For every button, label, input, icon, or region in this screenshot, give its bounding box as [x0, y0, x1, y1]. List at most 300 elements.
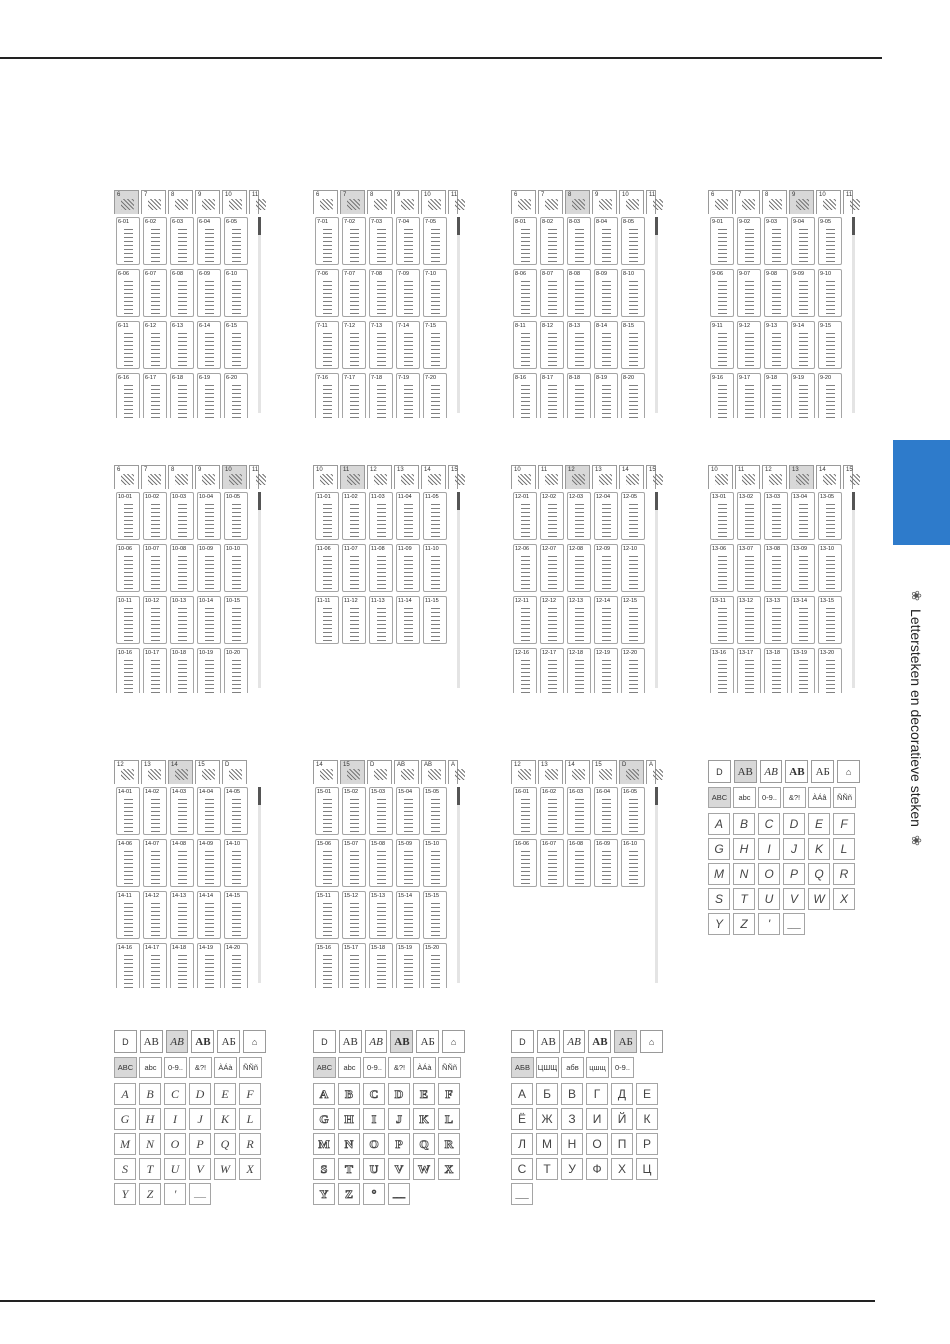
stitch-key[interactable] [818, 321, 842, 369]
stitch-menu-tab[interactable]: D [708, 760, 731, 783]
stitch-category-tab[interactable] [511, 760, 536, 784]
scrollbar[interactable] [258, 492, 261, 688]
stitch-key[interactable] [513, 596, 537, 644]
character-key[interactable]: ___ [783, 913, 805, 935]
character-key[interactable]: X [833, 888, 855, 910]
stitch-menu-tab[interactable]: D [114, 1030, 137, 1053]
stitch-key[interactable] [369, 839, 393, 887]
stitch-category-tab[interactable] [394, 190, 419, 214]
character-key[interactable]: L [833, 838, 855, 860]
stitch-key[interactable] [170, 648, 194, 693]
character-key[interactable]: J [783, 838, 805, 860]
stitch-key[interactable] [567, 839, 591, 887]
stitch-menu-tab[interactable]: D [511, 1030, 534, 1053]
stitch-key[interactable] [594, 839, 618, 887]
stitch-key[interactable] [369, 492, 393, 540]
stitch-key[interactable] [764, 596, 788, 644]
stitch-key[interactable] [342, 943, 366, 988]
scrollbar[interactable] [258, 787, 261, 983]
character-key[interactable]: V [783, 888, 805, 910]
stitch-key[interactable] [143, 321, 167, 369]
stitch-key[interactable] [170, 596, 194, 644]
stitch-key[interactable] [197, 943, 221, 988]
character-category-button[interactable]: abc [338, 1057, 361, 1078]
stitch-key[interactable] [567, 321, 591, 369]
stitch-key[interactable] [621, 321, 645, 369]
character-category-button[interactable]: ÀÁà [413, 1057, 436, 1078]
stitch-key[interactable] [116, 217, 140, 265]
character-key[interactable]: Z [139, 1183, 161, 1205]
stitch-key[interactable] [342, 492, 366, 540]
scrollbar[interactable] [457, 787, 460, 983]
stitch-category-tab[interactable] [708, 465, 733, 489]
scroll-thumb[interactable] [655, 217, 658, 235]
stitch-key[interactable] [224, 269, 248, 317]
stitch-category-tab[interactable] [789, 190, 814, 214]
stitch-category-tab[interactable] [448, 760, 458, 784]
stitch-key[interactable] [197, 787, 221, 835]
stitch-key[interactable] [594, 596, 618, 644]
stitch-key[interactable] [764, 321, 788, 369]
character-category-button[interactable]: АБВ [511, 1057, 534, 1078]
stitch-key[interactable] [396, 787, 420, 835]
stitch-key[interactable] [342, 217, 366, 265]
stitch-key[interactable] [315, 787, 339, 835]
character-key[interactable]: D [189, 1083, 211, 1105]
stitch-category-tab[interactable] [762, 465, 787, 489]
stitch-key[interactable] [315, 492, 339, 540]
character-key[interactable]: E [808, 813, 830, 835]
stitch-category-tab[interactable] [421, 190, 446, 214]
stitch-key[interactable] [170, 492, 194, 540]
stitch-key[interactable] [594, 544, 618, 592]
character-key[interactable]: О [586, 1133, 608, 1155]
stitch-key[interactable] [567, 596, 591, 644]
stitch-key[interactable] [540, 839, 564, 887]
stitch-key[interactable] [423, 596, 447, 644]
stitch-key[interactable] [342, 787, 366, 835]
stitch-key[interactable] [791, 269, 815, 317]
font-style-tab[interactable]: AB [563, 1030, 586, 1053]
scrollbar[interactable] [457, 492, 460, 688]
stitch-key[interactable] [116, 269, 140, 317]
stitch-key[interactable] [396, 269, 420, 317]
stitch-key[interactable] [116, 648, 140, 693]
stitch-category-tab[interactable] [114, 190, 139, 214]
stitch-category-tab[interactable] [313, 465, 338, 489]
character-category-button[interactable]: &?! [388, 1057, 411, 1078]
stitch-key[interactable] [143, 787, 167, 835]
character-key[interactable]: A [313, 1083, 335, 1105]
stitch-menu-tab[interactable]: D [313, 1030, 336, 1053]
stitch-key[interactable] [143, 839, 167, 887]
character-key[interactable]: F [239, 1083, 261, 1105]
stitch-key[interactable] [423, 943, 447, 988]
stitch-key[interactable] [423, 492, 447, 540]
stitch-key[interactable] [423, 217, 447, 265]
stitch-key[interactable] [396, 373, 420, 418]
character-key[interactable]: A [114, 1083, 136, 1105]
stitch-key[interactable] [710, 648, 734, 693]
scroll-thumb[interactable] [258, 492, 261, 510]
stitch-key[interactable] [737, 321, 761, 369]
stitch-key[interactable] [710, 269, 734, 317]
character-category-button[interactable]: abc [733, 787, 756, 808]
stitch-category-tab[interactable] [843, 190, 853, 214]
character-key[interactable]: D [388, 1083, 410, 1105]
font-style-tab[interactable]: AB [734, 760, 757, 783]
stitch-key[interactable] [737, 217, 761, 265]
character-category-button[interactable]: 0-9.. [164, 1057, 187, 1078]
character-key[interactable]: W [808, 888, 830, 910]
character-key[interactable]: Z [733, 913, 755, 935]
stitch-category-tab[interactable] [195, 190, 220, 214]
stitch-key[interactable] [170, 373, 194, 418]
character-key[interactable]: H [338, 1108, 360, 1130]
stitch-category-tab[interactable] [141, 760, 166, 784]
stitch-key[interactable] [369, 269, 393, 317]
stitch-key[interactable] [170, 269, 194, 317]
stitch-key[interactable] [567, 269, 591, 317]
stitch-key[interactable] [764, 217, 788, 265]
scrollbar[interactable] [852, 217, 855, 413]
stitch-key[interactable] [791, 217, 815, 265]
stitch-category-tab[interactable] [367, 190, 392, 214]
character-key[interactable]: Y [114, 1183, 136, 1205]
character-key[interactable]: L [438, 1108, 460, 1130]
font-style-tab[interactable]: AB [588, 1030, 611, 1053]
scrollbar[interactable] [258, 217, 261, 413]
character-key[interactable]: Ц [636, 1158, 658, 1180]
stitch-category-tab[interactable] [195, 760, 220, 784]
character-key[interactable]: G [114, 1108, 136, 1130]
stitch-key[interactable] [369, 321, 393, 369]
character-key[interactable]: Q [214, 1133, 236, 1155]
character-key[interactable]: R [239, 1133, 261, 1155]
character-key[interactable]: ' [164, 1183, 186, 1205]
stitch-key[interactable] [143, 373, 167, 418]
character-key[interactable]: Ф [586, 1158, 608, 1180]
stamp-icon[interactable]: ⌂ [243, 1030, 266, 1053]
scroll-thumb[interactable] [258, 217, 261, 235]
character-key[interactable]: М [536, 1133, 558, 1155]
stitch-key[interactable] [737, 648, 761, 693]
stitch-key[interactable] [513, 373, 537, 418]
stitch-category-tab[interactable] [538, 760, 563, 784]
stitch-key[interactable] [737, 269, 761, 317]
stitch-category-tab[interactable] [538, 465, 563, 489]
stitch-key[interactable] [369, 596, 393, 644]
stitch-key[interactable] [197, 891, 221, 939]
scroll-thumb[interactable] [457, 492, 460, 510]
character-key[interactable]: Г [586, 1083, 608, 1105]
font-style-tab[interactable]: АБ [217, 1030, 240, 1053]
stitch-key[interactable] [423, 269, 447, 317]
stitch-key[interactable] [116, 544, 140, 592]
stitch-key[interactable] [116, 492, 140, 540]
stitch-key[interactable] [224, 492, 248, 540]
stitch-key[interactable] [540, 217, 564, 265]
stitch-key[interactable] [540, 648, 564, 693]
stitch-category-tab[interactable] [114, 465, 139, 489]
stitch-category-tab[interactable] [114, 760, 139, 784]
stitch-key[interactable] [540, 596, 564, 644]
character-key[interactable]: ___ [189, 1183, 211, 1205]
stitch-key[interactable] [224, 839, 248, 887]
stitch-key[interactable] [170, 544, 194, 592]
stitch-key[interactable] [224, 596, 248, 644]
stitch-key[interactable] [791, 544, 815, 592]
stitch-key[interactable] [791, 648, 815, 693]
stitch-key[interactable] [737, 544, 761, 592]
stitch-category-tab[interactable] [195, 465, 220, 489]
character-key[interactable]: H [733, 838, 755, 860]
stitch-key[interactable] [513, 648, 537, 693]
stitch-category-tab[interactable] [340, 190, 365, 214]
stitch-category-tab[interactable] [222, 190, 247, 214]
stitch-key[interactable] [737, 373, 761, 418]
font-style-tab[interactable]: AB [785, 760, 808, 783]
stitch-key[interactable] [594, 648, 618, 693]
stitch-key[interactable] [143, 269, 167, 317]
scroll-thumb[interactable] [457, 787, 460, 805]
character-key[interactable]: ___ [388, 1183, 410, 1205]
character-key[interactable]: Ё [511, 1108, 533, 1130]
character-key[interactable]: G [708, 838, 730, 860]
character-key[interactable]: P [189, 1133, 211, 1155]
stitch-key[interactable] [143, 217, 167, 265]
stitch-key[interactable] [369, 217, 393, 265]
stitch-key[interactable] [170, 217, 194, 265]
stitch-key[interactable] [710, 373, 734, 418]
character-key[interactable]: Б [536, 1083, 558, 1105]
character-key[interactable]: ' [758, 913, 780, 935]
character-key[interactable]: Л [511, 1133, 533, 1155]
character-key[interactable]: G [313, 1108, 335, 1130]
stitch-key[interactable] [369, 544, 393, 592]
stitch-key[interactable] [396, 217, 420, 265]
font-style-tab[interactable]: AB [339, 1030, 362, 1053]
character-key[interactable]: P [783, 863, 805, 885]
stitch-key[interactable] [116, 943, 140, 988]
character-category-button[interactable]: ABC [708, 787, 731, 808]
character-category-button[interactable]: ABC [114, 1057, 137, 1078]
stitch-key[interactable] [764, 544, 788, 592]
character-key[interactable]: Ж [536, 1108, 558, 1130]
stitch-key[interactable] [224, 373, 248, 418]
stitch-key[interactable] [818, 648, 842, 693]
character-key[interactable]: R [833, 863, 855, 885]
character-key[interactable]: S [313, 1158, 335, 1180]
stitch-category-tab[interactable] [592, 760, 617, 784]
character-key[interactable]: I [363, 1108, 385, 1130]
stitch-category-tab[interactable] [168, 760, 193, 784]
stitch-key[interactable] [540, 321, 564, 369]
character-key[interactable]: Е [636, 1083, 658, 1105]
stitch-category-tab[interactable] [619, 190, 644, 214]
stitch-category-tab[interactable] [141, 190, 166, 214]
character-key[interactable]: Y [313, 1183, 335, 1205]
stitch-category-tab[interactable] [340, 465, 365, 489]
character-key[interactable]: Z [338, 1183, 360, 1205]
stamp-icon[interactable]: ⌂ [640, 1030, 663, 1053]
stitch-key[interactable] [818, 492, 842, 540]
character-key[interactable]: X [438, 1158, 460, 1180]
character-key[interactable]: Д [611, 1083, 633, 1105]
stitch-category-tab[interactable] [394, 760, 419, 784]
character-key[interactable]: ___ [511, 1183, 533, 1205]
stitch-key[interactable] [197, 217, 221, 265]
character-key[interactable]: S [114, 1158, 136, 1180]
character-category-button[interactable]: 0-9.. [758, 787, 781, 808]
stitch-key[interactable] [791, 373, 815, 418]
stitch-category-tab[interactable] [168, 190, 193, 214]
stitch-key[interactable] [224, 891, 248, 939]
stitch-category-tab[interactable] [762, 190, 787, 214]
font-style-tab[interactable]: AB [760, 760, 783, 783]
stitch-key[interactable] [423, 839, 447, 887]
character-key[interactable]: П [611, 1133, 633, 1155]
stitch-category-tab[interactable] [565, 760, 590, 784]
stitch-category-tab[interactable] [421, 465, 446, 489]
character-key[interactable]: R [438, 1133, 460, 1155]
stitch-key[interactable] [423, 787, 447, 835]
character-key[interactable]: А [511, 1083, 533, 1105]
scroll-thumb[interactable] [852, 217, 855, 235]
character-category-button[interactable]: ÑÑñ [438, 1057, 461, 1078]
character-key[interactable]: B [139, 1083, 161, 1105]
stitch-key[interactable] [621, 544, 645, 592]
stitch-key[interactable] [197, 544, 221, 592]
stitch-key[interactable] [143, 544, 167, 592]
character-key[interactable]: M [114, 1133, 136, 1155]
stitch-key[interactable] [170, 891, 194, 939]
scrollbar[interactable] [655, 217, 658, 413]
scrollbar[interactable] [655, 787, 658, 983]
stitch-key[interactable] [315, 269, 339, 317]
stitch-key[interactable] [315, 839, 339, 887]
stitch-category-tab[interactable] [249, 190, 259, 214]
stitch-key[interactable] [737, 492, 761, 540]
stitch-key[interactable] [710, 544, 734, 592]
character-key[interactable]: D [783, 813, 805, 835]
stitch-key[interactable] [116, 596, 140, 644]
stitch-key[interactable] [594, 373, 618, 418]
character-key[interactable]: U [758, 888, 780, 910]
stitch-category-tab[interactable] [592, 190, 617, 214]
stitch-category-tab[interactable] [789, 465, 814, 489]
stitch-key[interactable] [170, 839, 194, 887]
stitch-category-tab[interactable] [619, 760, 644, 784]
stitch-key[interactable] [621, 648, 645, 693]
stitch-key[interactable] [423, 321, 447, 369]
stitch-key[interactable] [116, 839, 140, 887]
character-category-button[interactable]: абв [561, 1057, 584, 1078]
character-key[interactable]: T [338, 1158, 360, 1180]
font-style-tab[interactable]: AB [166, 1030, 189, 1053]
stitch-key[interactable] [224, 648, 248, 693]
character-category-button[interactable]: &?! [189, 1057, 212, 1078]
stitch-category-tab[interactable] [735, 190, 760, 214]
scrollbar[interactable] [457, 217, 460, 413]
stitch-key[interactable] [197, 321, 221, 369]
stitch-category-tab[interactable] [222, 465, 247, 489]
stitch-key[interactable] [342, 839, 366, 887]
character-key[interactable]: U [164, 1158, 186, 1180]
character-category-button[interactable]: 0-9.. [363, 1057, 386, 1078]
stitch-key[interactable] [143, 891, 167, 939]
font-style-tab[interactable]: AB [537, 1030, 560, 1053]
stitch-key[interactable] [116, 787, 140, 835]
font-style-tab[interactable]: AB [140, 1030, 163, 1053]
character-category-button[interactable]: ЦШЩ [536, 1057, 559, 1078]
character-key[interactable]: Q [808, 863, 830, 885]
stitch-key[interactable] [513, 544, 537, 592]
stitch-key[interactable] [396, 492, 420, 540]
stitch-key[interactable] [764, 492, 788, 540]
stitch-category-tab[interactable] [340, 760, 365, 784]
character-key[interactable]: З [561, 1108, 583, 1130]
stitch-category-tab[interactable] [843, 465, 853, 489]
character-category-button[interactable]: ÀÁà [214, 1057, 237, 1078]
stitch-key[interactable] [369, 891, 393, 939]
stitch-key[interactable] [818, 596, 842, 644]
stitch-category-tab[interactable] [141, 465, 166, 489]
stitch-category-tab[interactable] [421, 760, 446, 784]
stitch-key[interactable] [315, 596, 339, 644]
stitch-category-tab[interactable] [313, 760, 338, 784]
stitch-key[interactable] [116, 891, 140, 939]
stitch-key[interactable] [143, 492, 167, 540]
character-key[interactable]: N [139, 1133, 161, 1155]
stitch-category-tab[interactable] [367, 760, 392, 784]
stitch-key[interactable] [621, 839, 645, 887]
stitch-key[interactable] [513, 269, 537, 317]
stitch-key[interactable] [818, 217, 842, 265]
character-key[interactable]: X [239, 1158, 261, 1180]
character-category-button[interactable]: &?! [783, 787, 806, 808]
character-key[interactable]: C [363, 1083, 385, 1105]
stitch-key[interactable] [197, 492, 221, 540]
character-category-button[interactable]: ÀÁâ [808, 787, 831, 808]
stitch-key[interactable] [369, 787, 393, 835]
font-style-tab[interactable]: АБ [614, 1030, 637, 1053]
stamp-icon[interactable]: ⌂ [837, 760, 860, 783]
stitch-category-tab[interactable] [448, 190, 458, 214]
character-key[interactable]: M [708, 863, 730, 885]
stitch-key[interactable] [540, 787, 564, 835]
stitch-key[interactable] [513, 321, 537, 369]
scroll-thumb[interactable] [852, 492, 855, 510]
stitch-category-tab[interactable] [448, 465, 458, 489]
character-key[interactable]: F [833, 813, 855, 835]
stitch-key[interactable] [513, 217, 537, 265]
stitch-key[interactable] [197, 839, 221, 887]
character-key[interactable]: C [164, 1083, 186, 1105]
character-key[interactable]: Y [708, 913, 730, 935]
scroll-thumb[interactable] [258, 787, 261, 805]
stitch-key[interactable] [567, 787, 591, 835]
scroll-thumb[interactable] [655, 492, 658, 510]
character-category-button[interactable]: 0-9.. [611, 1057, 634, 1078]
character-key[interactable]: M [313, 1133, 335, 1155]
character-category-button[interactable]: ÑÑñ [833, 787, 856, 808]
character-key[interactable]: K [413, 1108, 435, 1130]
character-key[interactable]: И [586, 1108, 608, 1130]
stitch-key[interactable] [396, 321, 420, 369]
stitch-key[interactable] [143, 943, 167, 988]
character-key[interactable]: Т [536, 1158, 558, 1180]
